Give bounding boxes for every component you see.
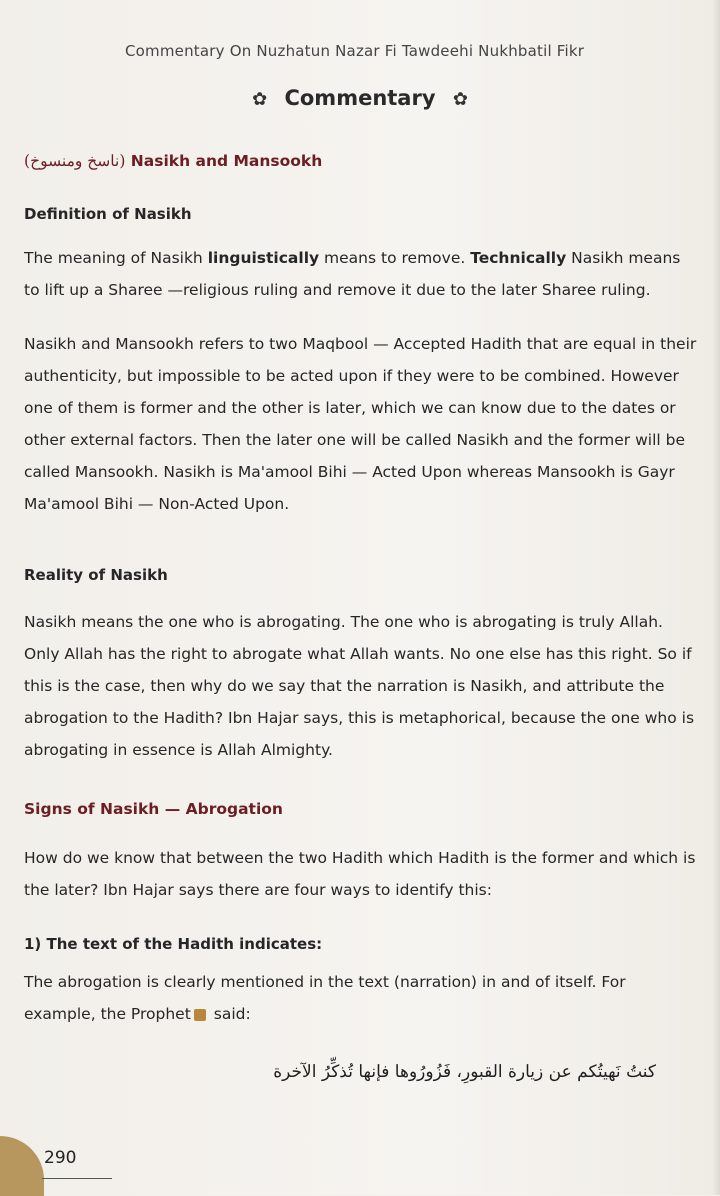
heading-reality: Reality of Nasikh: [24, 566, 168, 584]
para1-text-1: The meaning of Nasikh: [24, 249, 208, 267]
heading-text-indicates: 1) The text of the Hadith indicates:: [24, 935, 323, 953]
heading-arabic: (ناسخ ومنسوخ): [24, 152, 126, 170]
para5-text-2: said:: [208, 1005, 251, 1023]
page-number: 290: [44, 1148, 77, 1168]
arabic-hadith-quote: كنتُ نَهيتُكم عن زيارة القبورِ، فَزُورُوها فإنها تُذكِّرُ الآخرة: [273, 1062, 656, 1082]
ornament-left-icon: ✿: [252, 89, 268, 110]
para1-bold-1: linguistically: [207, 249, 320, 267]
salawat-icon: [194, 1009, 206, 1021]
para1-text-2: means to remove.: [319, 249, 471, 267]
paragraph-signs: How do we know that between the two Hadith which Hadith is the former and which is the later? Ibn Hajar says there are four ways to identify this:: [24, 849, 696, 899]
page-number-rule: [42, 1178, 112, 1179]
page-edge-shadow: [712, 0, 720, 1195]
para1-text-3: Nasikh means to lift up a Sharee —religious ruling and remove it due to the later Sharee ruling.: [24, 249, 681, 299]
heading-signs: Signs of Nasikh — Abrogation: [24, 800, 283, 818]
paragraph-definition: [24, 242, 698, 306]
heading-definition: Definition of Nasikh: [24, 205, 192, 223]
paragraph-reality: Nasikh means the one who is abrogating. The one who is abrogating is truly Allah. Only Allah has the right to abrogate what Allah wants. No one else has this right. So if this is the case, then why do we say that the narration is Nasikh, and attribute the abrogation to the Hadith? Ibn Hajar says, this is metaphorical, because the one who is abrogating in essence is Allah Almighty.: [24, 613, 695, 759]
para5-text-1: The abrogation is clearly mentioned in the text (narration) in and of itself. For example, the Prophet: [24, 973, 626, 1023]
page-tab-decoration: [0, 1136, 44, 1196]
paragraph-mansookh: Nasikh and Mansookh refers to two Maqbool — Accepted Hadith that are equal in their authenticity, but impossible to be acted upon if they were to be combined. However one of them is former and the other is later, which we can know due to the dates or other external factors. Then the later one will be called Nasikh and the former will be called Mansookh. Nasikh is Ma'amool Bihi — Acted Upon whereas Mansookh is Gayr Ma'amool Bihi — Non-Acted Upon.: [24, 335, 697, 513]
heading-nasikh-mansookh: [24, 152, 698, 170]
para1-bold-2: Technically: [470, 249, 567, 267]
ornament-right-icon: ✿: [452, 89, 468, 110]
paragraph-example: [24, 966, 698, 1030]
heading-text: Nasikh and Mansookh: [130, 152, 323, 170]
section-title: [0, 86, 720, 110]
running-head: Commentary On Nuzhatun Nazar Fi Tawdeehi Nukhbatil Fikr: [125, 42, 585, 60]
section-title-text: Commentary: [284, 86, 436, 110]
